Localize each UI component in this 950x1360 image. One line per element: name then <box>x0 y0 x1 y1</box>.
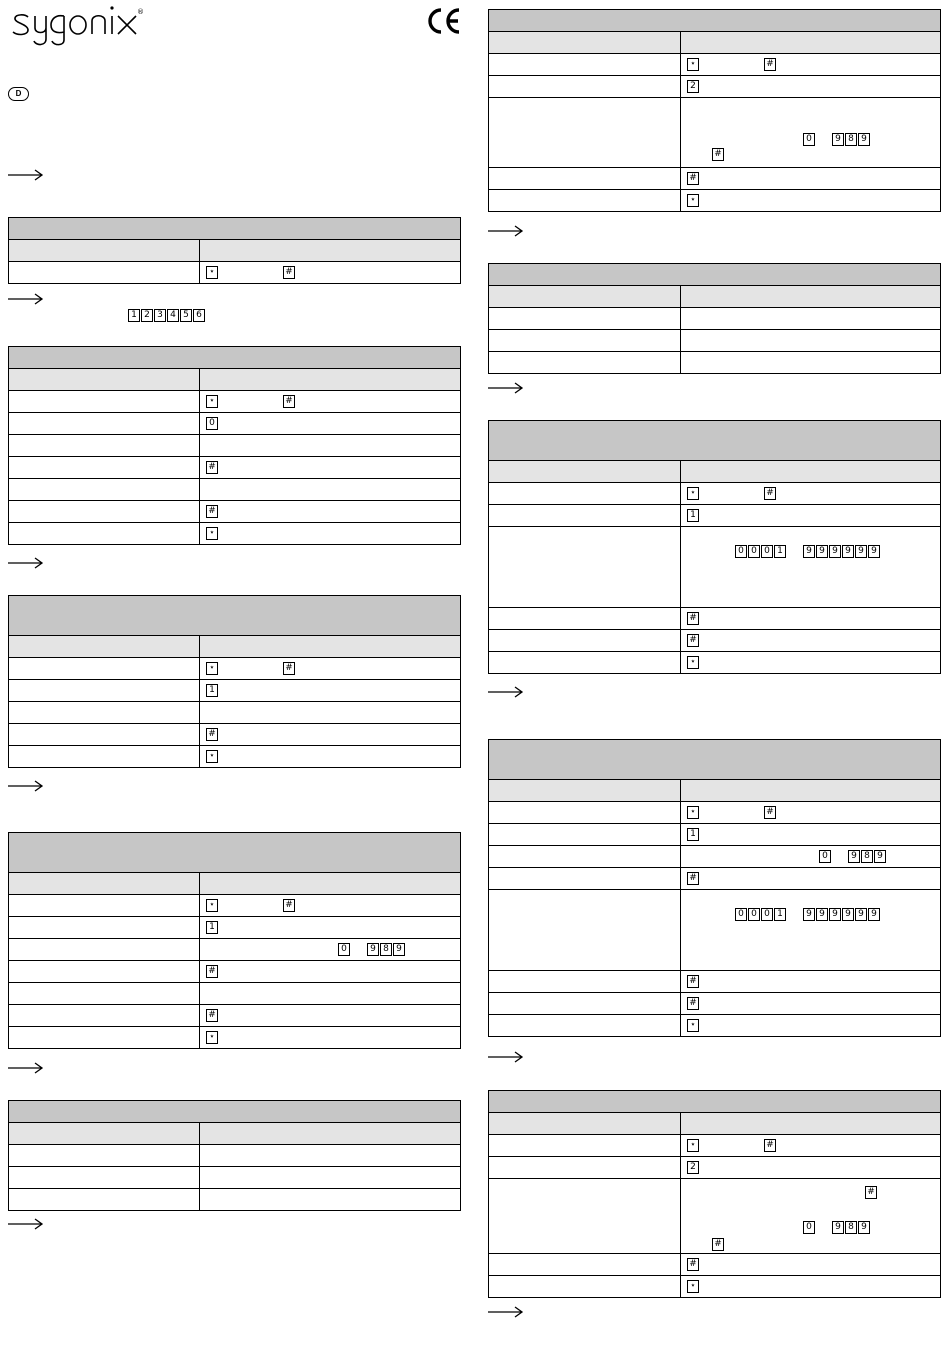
table-cell <box>489 483 681 505</box>
column-header <box>489 461 681 483</box>
column-header <box>489 286 681 308</box>
programming-table <box>488 739 941 1037</box>
hash-key-icon: # <box>206 505 218 518</box>
hash-key-icon: # <box>687 997 699 1010</box>
note-arrow-icon <box>488 225 524 237</box>
programming-table <box>8 832 461 1049</box>
table-cell <box>681 190 941 212</box>
star-key-icon: ⋆ <box>206 1031 218 1044</box>
zero-key-icon: 0 <box>206 417 218 430</box>
star-key-icon: ⋆ <box>206 899 218 912</box>
table-cell <box>200 435 461 457</box>
table-cell <box>9 1189 200 1211</box>
one-key-icon: 1 <box>206 921 218 934</box>
table-cell <box>489 652 681 674</box>
column-header <box>489 1113 681 1135</box>
nine-key-icon: 9 <box>367 943 379 956</box>
column-header <box>200 873 461 895</box>
table-cell <box>9 435 200 457</box>
nine-key-icon: 9 <box>816 908 828 921</box>
table-title <box>9 218 461 240</box>
table-cell <box>489 76 681 98</box>
note-arrow-icon <box>488 1306 524 1318</box>
table-cell <box>489 1254 681 1276</box>
table-cell <box>489 1015 681 1037</box>
table-cell <box>9 658 200 680</box>
column-header <box>200 1123 461 1145</box>
programming-table <box>8 1100 461 1211</box>
nine-key-icon: 9 <box>832 1221 844 1234</box>
table-cell <box>489 802 681 824</box>
table-cell <box>200 939 461 961</box>
table-cell <box>200 702 461 724</box>
nine-key-icon: 9 <box>393 943 405 956</box>
star-key-icon: ⋆ <box>206 750 218 763</box>
table-title <box>489 421 941 461</box>
column-header <box>200 240 461 262</box>
table-cell <box>200 457 461 479</box>
table-cell <box>489 971 681 993</box>
table-cell <box>200 746 461 768</box>
table-cell <box>681 630 941 652</box>
table-cell <box>489 527 681 608</box>
table-cell <box>9 1027 200 1049</box>
table-cell <box>9 724 200 746</box>
registered-mark: ® <box>137 8 144 16</box>
one-key-icon: 1 <box>687 509 699 522</box>
table-cell <box>681 54 941 76</box>
table-cell <box>681 330 941 352</box>
table-title <box>489 10 941 32</box>
nine-key-icon: 9 <box>874 850 886 863</box>
table-cell <box>9 680 200 702</box>
table-cell <box>200 658 461 680</box>
column-header <box>681 32 941 54</box>
key-4: 4 <box>167 309 179 322</box>
table-cell <box>489 308 681 330</box>
table-cell <box>681 868 941 890</box>
note-arrow-icon <box>8 1062 44 1074</box>
nine-key-icon: 9 <box>868 545 880 558</box>
table-cell <box>9 457 200 479</box>
table-cell <box>9 939 200 961</box>
table-title <box>489 740 941 780</box>
table-cell <box>9 702 200 724</box>
programming-table <box>488 1090 941 1298</box>
programming-table <box>488 263 941 374</box>
table-cell <box>200 1145 461 1167</box>
table-cell <box>681 971 941 993</box>
sygonix-logo <box>8 4 188 48</box>
table-cell <box>681 352 941 374</box>
table-cell <box>489 168 681 190</box>
star-key-icon: ⋆ <box>687 1019 699 1032</box>
one-key-icon: 1 <box>687 828 699 841</box>
zero-key-icon: 0 <box>748 908 760 921</box>
table-cell <box>200 917 461 939</box>
column-header <box>200 369 461 391</box>
table-cell <box>489 352 681 374</box>
table-cell <box>9 413 200 435</box>
hash-key-icon: # <box>283 662 295 675</box>
nine-key-icon: 9 <box>832 133 844 146</box>
note-arrow-icon <box>8 169 44 181</box>
table-cell <box>200 983 461 1005</box>
table-cell <box>200 680 461 702</box>
table-cell <box>200 262 461 284</box>
table-cell <box>681 824 941 846</box>
table-cell <box>681 608 941 630</box>
table-cell <box>489 98 681 168</box>
star-key-icon: ⋆ <box>687 1139 699 1152</box>
programming-table <box>488 420 941 674</box>
two-key-icon: 2 <box>687 80 699 93</box>
zero-key-icon: 0 <box>735 545 747 558</box>
table-title <box>489 1091 941 1113</box>
table-cell <box>200 391 461 413</box>
table-cell <box>489 1276 681 1298</box>
note-arrow-icon <box>8 293 44 305</box>
table-cell <box>9 917 200 939</box>
table-title <box>9 833 461 873</box>
key-6: 6 <box>193 309 205 322</box>
table-cell <box>200 1005 461 1027</box>
table-cell <box>200 895 461 917</box>
table-cell <box>489 608 681 630</box>
table-cell <box>681 1135 941 1157</box>
column-header <box>9 873 200 895</box>
table-cell <box>489 505 681 527</box>
table-cell <box>9 1145 200 1167</box>
column-header <box>681 461 941 483</box>
ce-mark-icon <box>426 6 462 36</box>
table-cell <box>9 1005 200 1027</box>
hash-key-icon: # <box>764 58 776 71</box>
table-cell <box>489 1157 681 1179</box>
eight-key-icon: 8 <box>380 943 392 956</box>
table-cell <box>9 746 200 768</box>
hash-key-icon: # <box>206 965 218 978</box>
star-key-icon: ⋆ <box>206 527 218 540</box>
programming-table <box>8 595 461 768</box>
star-key-icon: ⋆ <box>206 395 218 408</box>
table-cell <box>200 961 461 983</box>
table-cell <box>489 54 681 76</box>
nine-key-icon: 9 <box>829 908 841 921</box>
table-cell <box>681 1157 941 1179</box>
one-key-icon: 1 <box>206 684 218 697</box>
table-cell <box>200 501 461 523</box>
star-key-icon: ⋆ <box>206 266 218 279</box>
one-key-icon: 1 <box>774 545 786 558</box>
hash-key-icon: # <box>687 975 699 988</box>
hash-key-icon: # <box>712 1238 724 1251</box>
table-cell <box>489 824 681 846</box>
table-cell <box>200 413 461 435</box>
column-header <box>489 32 681 54</box>
table-cell <box>681 890 941 971</box>
key-3: 3 <box>154 309 166 322</box>
table-cell <box>9 391 200 413</box>
nine-key-icon: 9 <box>816 545 828 558</box>
zero-key-icon: 0 <box>803 133 815 146</box>
column-header <box>9 369 200 391</box>
hash-key-icon: # <box>687 612 699 625</box>
hash-key-icon: # <box>687 872 699 885</box>
table-cell <box>9 262 200 284</box>
table-cell <box>681 846 941 868</box>
nine-key-icon: 9 <box>829 545 841 558</box>
table-cell <box>681 168 941 190</box>
zero-key-icon: 0 <box>761 545 773 558</box>
star-key-icon: ⋆ <box>687 1280 699 1293</box>
table-cell <box>681 505 941 527</box>
table-cell <box>681 527 941 608</box>
table-cell <box>489 868 681 890</box>
table-cell <box>200 724 461 746</box>
key-1: 1 <box>128 309 140 322</box>
hash-key-icon: # <box>865 1186 877 1199</box>
star-key-icon: ⋆ <box>687 656 699 669</box>
column-header <box>681 286 941 308</box>
column-header <box>681 1113 941 1135</box>
table-cell <box>200 1167 461 1189</box>
table-cell <box>489 1179 681 1254</box>
column-header <box>200 636 461 658</box>
table-cell <box>9 523 200 545</box>
table-cell <box>681 1179 941 1254</box>
column-header <box>9 240 200 262</box>
hash-key-icon: # <box>206 1009 218 1022</box>
eight-key-icon: 8 <box>861 850 873 863</box>
hash-key-icon: # <box>764 806 776 819</box>
hash-key-icon: # <box>206 461 218 474</box>
table-cell <box>200 523 461 545</box>
nine-key-icon: 9 <box>842 908 854 921</box>
zero-key-icon: 0 <box>748 545 760 558</box>
star-key-icon: ⋆ <box>687 487 699 500</box>
hash-key-icon: # <box>283 395 295 408</box>
table-cell <box>9 895 200 917</box>
zero-key-icon: 0 <box>819 850 831 863</box>
note-arrow-icon <box>488 1051 524 1063</box>
zero-key-icon: 0 <box>803 1221 815 1234</box>
nine-key-icon: 9 <box>858 133 870 146</box>
table-cell <box>681 1015 941 1037</box>
note-arrow-icon <box>488 686 524 698</box>
table-cell <box>489 846 681 868</box>
hash-key-icon: # <box>283 899 295 912</box>
hash-key-icon: # <box>687 1258 699 1271</box>
programming-table <box>8 217 461 284</box>
table-cell <box>489 993 681 1015</box>
nine-key-icon: 9 <box>868 908 880 921</box>
table-cell <box>9 961 200 983</box>
note-arrow-icon <box>488 382 524 394</box>
table-cell <box>681 483 941 505</box>
hash-key-icon: # <box>283 266 295 279</box>
nine-key-icon: 9 <box>855 545 867 558</box>
star-key-icon: ⋆ <box>206 662 218 675</box>
table-cell <box>681 98 941 168</box>
hash-key-icon: # <box>687 634 699 647</box>
nine-key-icon: 9 <box>842 545 854 558</box>
key-5: 5 <box>180 309 192 322</box>
table-cell <box>681 1276 941 1298</box>
nine-key-icon: 9 <box>803 545 815 558</box>
zero-key-icon: 0 <box>735 908 747 921</box>
column-header <box>9 1123 200 1145</box>
nine-key-icon: 9 <box>803 908 815 921</box>
hash-key-icon: # <box>712 148 724 161</box>
table-cell <box>681 652 941 674</box>
default-code-keys <box>128 307 206 325</box>
table-cell <box>200 479 461 501</box>
star-key-icon: ⋆ <box>687 58 699 71</box>
eight-key-icon: 8 <box>845 1221 857 1234</box>
programming-table <box>488 9 941 212</box>
table-title <box>489 264 941 286</box>
column-header <box>9 636 200 658</box>
one-key-icon: 1 <box>774 908 786 921</box>
table-cell <box>681 993 941 1015</box>
key-2: 2 <box>141 309 153 322</box>
hash-key-icon: # <box>206 728 218 741</box>
nine-key-icon: 9 <box>855 908 867 921</box>
hash-key-icon: # <box>764 1139 776 1152</box>
nine-key-icon: 9 <box>858 1221 870 1234</box>
table-cell <box>200 1189 461 1211</box>
table-cell <box>9 1167 200 1189</box>
hash-key-icon: # <box>687 172 699 185</box>
table-title <box>9 1101 461 1123</box>
table-cell <box>200 1027 461 1049</box>
table-cell <box>489 630 681 652</box>
table-cell <box>681 802 941 824</box>
table-cell <box>681 308 941 330</box>
star-key-icon: ⋆ <box>687 194 699 207</box>
two-key-icon: 2 <box>687 1161 699 1174</box>
zero-key-icon: 0 <box>338 943 350 956</box>
programming-table <box>8 346 461 545</box>
table-title <box>9 347 461 369</box>
nine-key-icon: 9 <box>848 850 860 863</box>
column-header <box>681 780 941 802</box>
note-arrow-icon <box>8 780 44 792</box>
table-cell <box>9 479 200 501</box>
table-cell <box>9 501 200 523</box>
hash-key-icon: # <box>764 487 776 500</box>
table-cell <box>489 890 681 971</box>
language-badge-d: D <box>8 87 29 101</box>
table-cell <box>489 190 681 212</box>
note-arrow-icon <box>8 557 44 569</box>
table-cell <box>9 983 200 1005</box>
table-cell <box>489 330 681 352</box>
zero-key-icon: 0 <box>761 908 773 921</box>
column-header <box>489 780 681 802</box>
eight-key-icon: 8 <box>845 133 857 146</box>
table-cell <box>681 76 941 98</box>
note-arrow-icon <box>8 1218 44 1230</box>
star-key-icon: ⋆ <box>687 806 699 819</box>
table-cell <box>681 1254 941 1276</box>
table-title <box>9 596 461 636</box>
table-cell <box>489 1135 681 1157</box>
